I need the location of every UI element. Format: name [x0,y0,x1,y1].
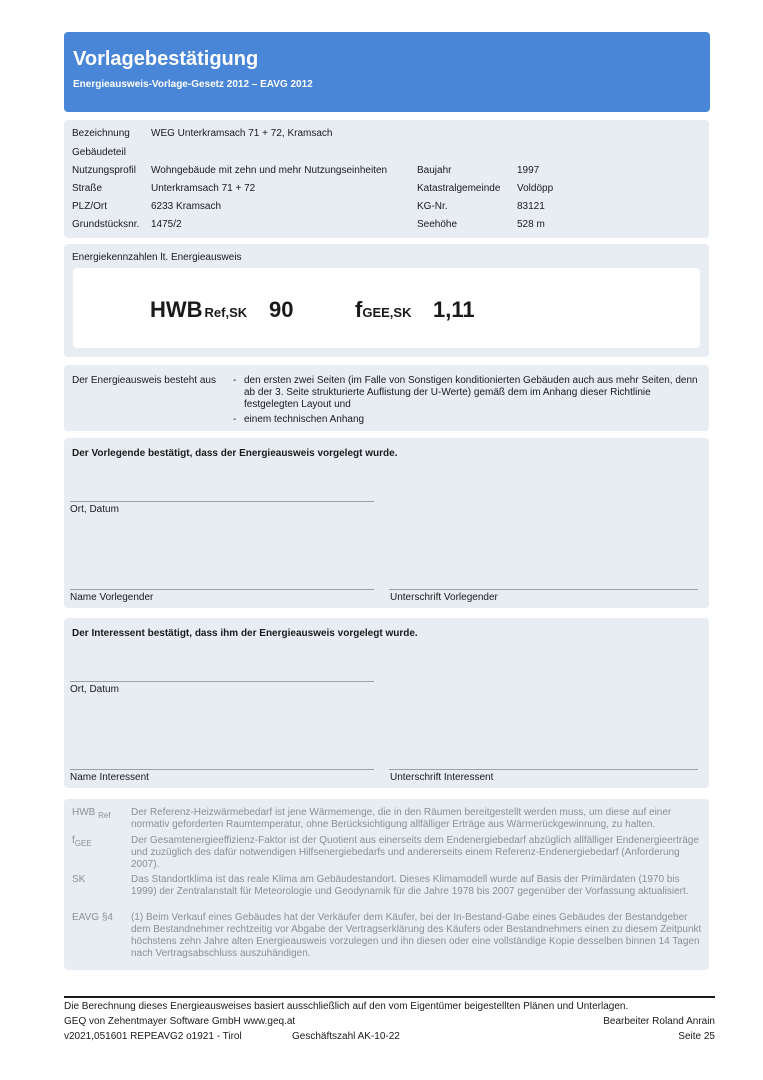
composition-label: Der Energieausweis besteht aus [72,375,216,386]
footer-version: v2021,051601 REPEAVG2 o1921 - Tirol [64,1031,242,1042]
interested-party-place-date-line[interactable] [70,681,374,682]
fgee-definition: Der Gesamtenergieeffizienz-Faktor ist der Quotient aus einerseits dem Endenergiebedarf abzüglich allfälliger Endenergieerträge und zuzüglich des dafür notwendigen Hilfsenergiebedarfs und andererseits einem Referenz-Endenergiebedarf (Anforderung 2007). [131,835,699,870]
presenter-name-label: Name Vorlegender [70,592,154,603]
baujahr-value: 1997 [517,165,540,176]
fgee-term [72,835,92,850]
presenter-name-line[interactable] [70,589,374,590]
hwb-value: 90 [269,297,294,322]
baujahr-label: Baujahr [417,165,452,176]
grundstuecksnr-label: Grundstücksnr. [72,219,140,230]
footer-disclaimer: Die Berechnung dieses Energieausweises basiert ausschließlich auf den vom Eigentümer beigestellten Plänen und Unterlagen. [64,1001,629,1012]
gebaeudeteil-label: Gebäudeteil [72,147,126,158]
composition-dash-1: - [233,375,237,386]
hwb-ref-definition: Der Referenz-Heizwärmebedarf ist jene Wärmemenge, die in den Räumen bereitgestellt werden muss, um diese auf einer normativ geforderten Raumtemperatur, ohne Berücksichtigung allfälliger Erträge aus Wärmerückgewinnung, zu halten. [131,807,672,830]
fgee-subscript: GEE,SK [362,305,412,320]
composition-item-1: den ersten zwei Seiten (im Falle von Sonstigen konditionierten Gebäuden auch aus mehr Seiten, denn ab der 3. Seite strukturierte Auflistung der U-Werte) gemäß dem im Anhang dieser Richtlinie festgelegten Layout und [244,375,698,410]
interested-party-signature-label: Unterschrift Interessent [390,772,494,783]
presenter-statement: Der Vorlegende bestätigt, dass der Energieausweis vorgelegt wurde. [72,448,398,459]
strasse-value: Unterkramsach 71 + 72 [151,183,256,194]
katastralgemeinde-value: Voldöpp [517,183,554,194]
composition-panel [64,365,709,431]
energy-figures-panel [64,244,709,357]
katastralgemeinde-label: Katastralgemeinde [417,183,501,194]
presenter-place-date-line[interactable] [70,501,374,502]
energy-figures-box [73,268,700,348]
seehoehe-value: 528 m [517,219,545,230]
fgee-indicator [355,297,411,323]
kg-nr-value: 83121 [517,201,545,212]
interested-party-signature-line[interactable] [389,769,698,770]
footer-divider [64,996,715,998]
bezeichnung-label: Bezeichnung [72,128,130,139]
document-subtitle: Energieausweis-Vorlage-Gesetz 2012 – EAVG 2012 [73,79,313,90]
nutzungsprofil-label: Nutzungsprofil [72,165,136,176]
footer-editor: Bearbeiter Roland Anrain [603,1016,715,1027]
hwb-ref-term-main: HWB [72,807,96,818]
eavg-definition: (1) Beim Verkauf eines Gebäudes hat der Verkäufer dem Käufer, bei der In-Bestand-Gabe eines Gebäudes der Bestandgeber dem Bestandnehmer rechtzeitig vor Abgabe der Vertragserklärung des Käufers oder Bestandnehmers einen zu diesem Zeitpunkt höchstens zehn Jahre alten Energieausweis vorzulegen und ihn diesen oder eine vollständige Kopie desselben binnen 14 Tagen nach Vertragsabschluss auszuhändigen. [131,912,702,959]
energy-figures-heading: Energiekennzahlen lt. Energieausweis [72,252,242,263]
hwb-symbol: HWB [150,297,203,322]
sk-definition: Das Standortklima ist das reale Klima am Gebäudestandort. Dieses Klimamodell wurde auf Basis der Primärdaten (1970 bis 1999) der Zentralanstalt für Meteorologie und Geodynamik für die Jahre 1978 bis 2007 gegenüber der Vorfassung aktualisiert. [131,874,689,897]
presenter-place-date-label: Ort, Datum [70,504,119,515]
bezeichnung-value: WEG Unterkramsach 71 + 72, Kramsach [151,128,333,139]
footer-page-number: Seite 25 [678,1031,715,1042]
fgee-term-main: f [72,835,75,846]
hwb-ref-term-sub: Ref [98,811,111,820]
presenter-signature-line[interactable] [389,589,698,590]
nutzungsprofil-value: Wohngebäude mit zehn und mehr Nutzungseinheiten [151,165,388,176]
hwb-indicator [150,297,247,323]
interested-party-statement: Der Interessent bestätigt, dass ihm der Energieausweis vorgelegt wurde. [72,628,418,639]
composition-item-2: einem technischen Anhang [244,414,365,425]
presenter-confirmation-panel [64,438,709,608]
interested-party-name-line[interactable] [70,769,374,770]
hwb-subscript: Ref,SK [204,305,248,320]
fgee-symbol: f [355,297,363,322]
interested-party-place-date-label: Ort, Datum [70,684,119,695]
hwb-ref-term [72,807,111,822]
building-data-panel [64,120,709,238]
seehoehe-label: Seehöhe [417,219,458,230]
sk-term: SK [72,874,86,885]
strasse-label: Straße [72,183,103,194]
definitions-panel [64,799,709,970]
plz-ort-value: 6233 Kramsach [151,201,222,212]
plz-ort-label: PLZ/Ort [72,201,108,212]
fgee-value: 1,11 [433,297,475,322]
eavg-term: EAVG §4 [72,912,113,923]
kg-nr-label: KG-Nr. [417,201,448,212]
fgee-term-sub: GEE [74,839,92,848]
interested-party-name-label: Name Interessent [70,772,149,783]
document-header [64,32,710,112]
composition-dash-2: - [233,414,237,425]
grundstuecksnr-value: 1475/2 [151,219,182,230]
footer-software: GEQ von Zehentmayer Software GmbH www.geq.at [64,1016,296,1027]
document-title: Vorlagebestätigung [73,48,259,70]
interested-party-confirmation-panel [64,618,709,788]
presenter-signature-label: Unterschrift Vorlegender [390,592,498,603]
footer-reference-number: Geschäftszahl AK-10-22 [292,1031,400,1042]
